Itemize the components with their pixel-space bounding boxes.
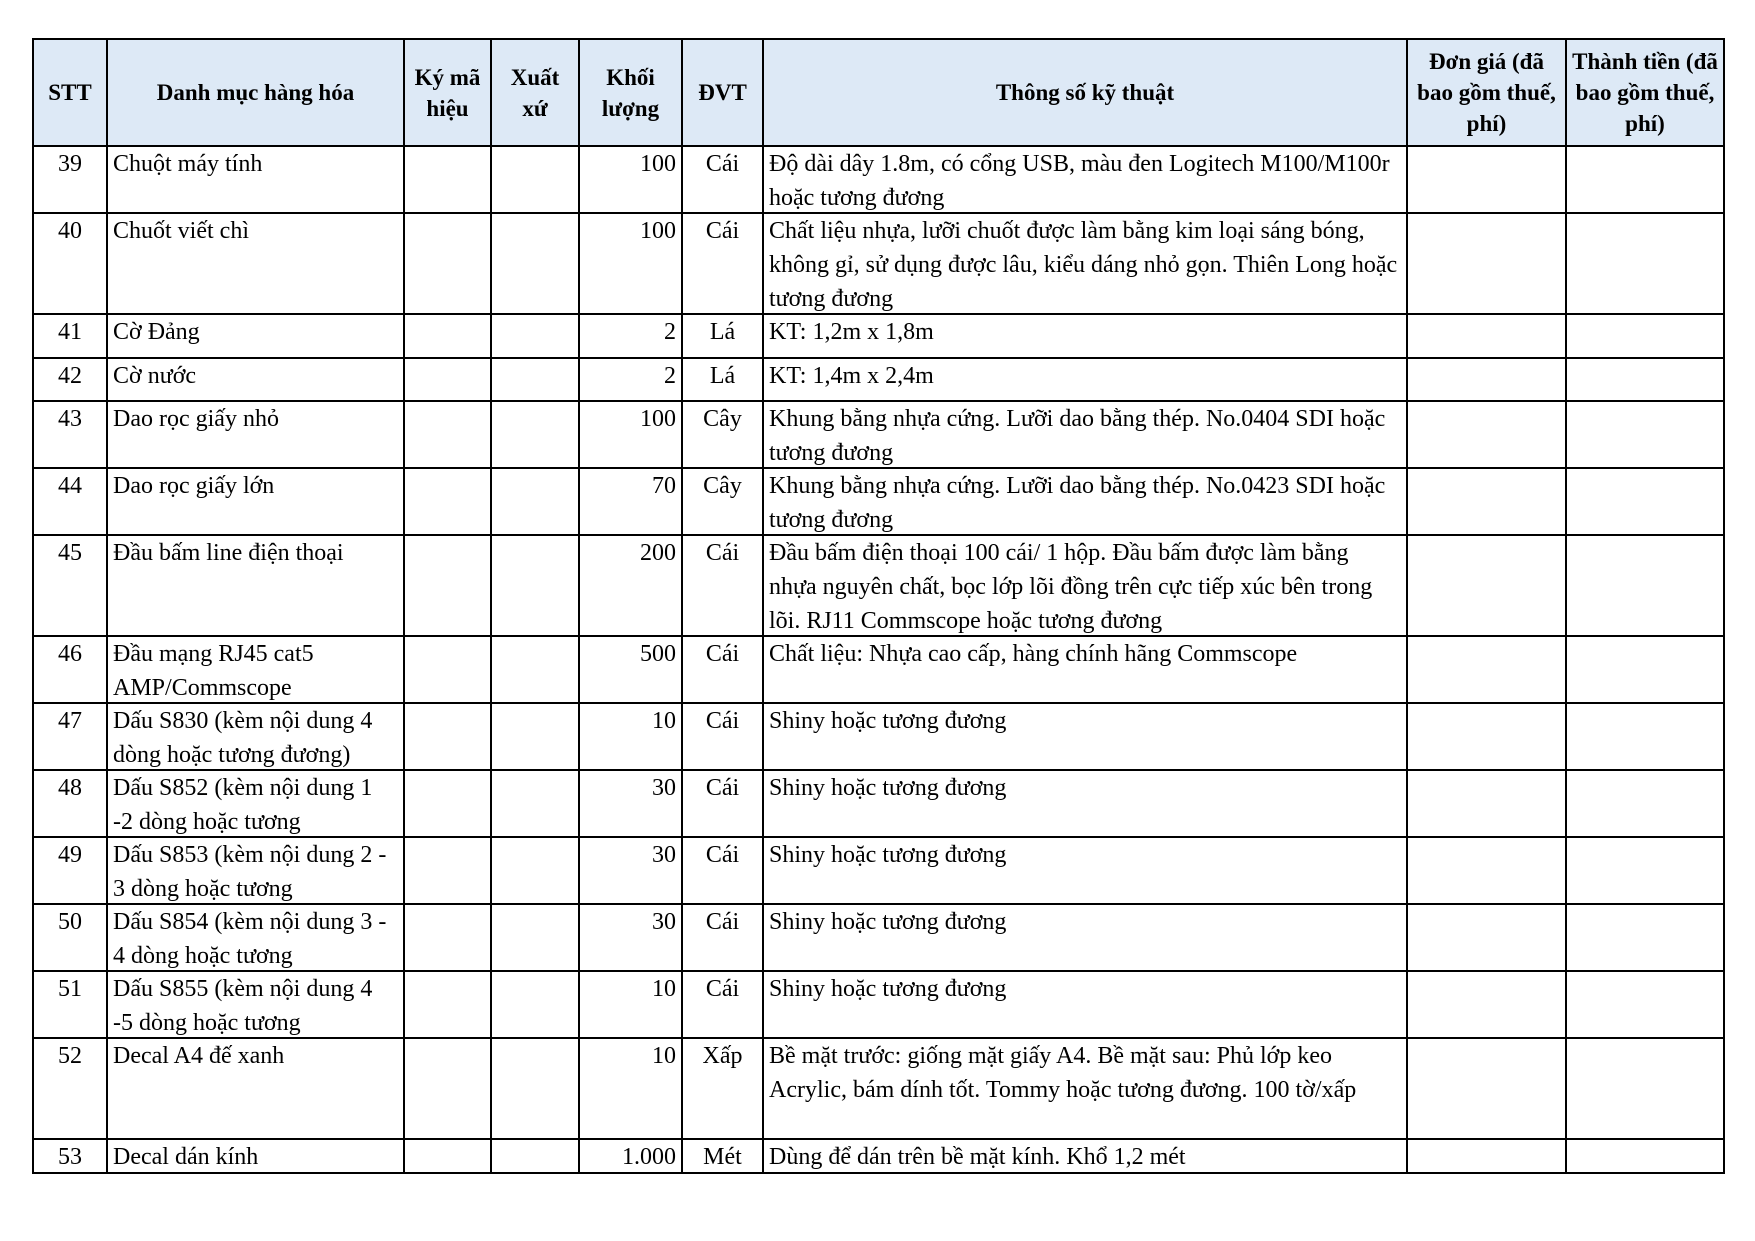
table-row xyxy=(33,1139,1724,1173)
cell-unit xyxy=(682,401,763,468)
cell-qty xyxy=(579,1038,682,1139)
cell-spec-text: KT: 1,4m x 2,4m xyxy=(769,363,934,389)
cell-unit xyxy=(682,770,763,837)
cell-total xyxy=(1566,703,1724,770)
cell-stt-text: 49 xyxy=(58,842,82,868)
cell-qty-text: 2 xyxy=(664,363,676,389)
cell-unit-price xyxy=(1407,971,1566,1038)
cell-spec-text: Độ dài dây 1.8m, có cổng USB, màu đen Logitech M100/M100r hoặc tương đương xyxy=(769,151,1390,211)
cell-spec xyxy=(763,358,1407,401)
cell-qty-text: 500 xyxy=(640,641,676,667)
table-row xyxy=(33,468,1724,535)
cell-total xyxy=(1566,314,1724,358)
goods-table xyxy=(32,38,1725,1174)
cell-spec-text: Chất liệu nhựa, lưỡi chuốt được làm bằng kim loại sáng bóng, không gỉ, sử dụng được lâu, kiểu dáng nhỏ gọn. Thiên Long hoặc tương đương xyxy=(769,218,1398,312)
cell-qty xyxy=(579,468,682,535)
cell-spec-text: Shiny hoặc tương đương xyxy=(769,775,1007,801)
cell-stt xyxy=(33,770,107,837)
cell-code xyxy=(404,971,491,1038)
cell-stt xyxy=(33,146,107,213)
cell-qty xyxy=(579,314,682,358)
cell-name xyxy=(107,971,404,1038)
cell-origin xyxy=(491,636,579,703)
cell-total xyxy=(1566,837,1724,904)
cell-stt-text: 51 xyxy=(58,976,82,1002)
cell-name xyxy=(107,358,404,401)
cell-spec xyxy=(763,837,1407,904)
header-spec: Thông số kỹ thuật xyxy=(763,39,1407,146)
cell-unit-price xyxy=(1407,904,1566,971)
cell-name xyxy=(107,213,404,314)
cell-code xyxy=(404,703,491,770)
cell-unit-text: Cây xyxy=(703,406,742,432)
cell-stt xyxy=(33,1139,107,1173)
cell-qty xyxy=(579,904,682,971)
cell-origin xyxy=(491,213,579,314)
cell-qty xyxy=(579,703,682,770)
table-row xyxy=(33,1038,1724,1139)
cell-name xyxy=(107,770,404,837)
cell-total xyxy=(1566,535,1724,636)
cell-stt-text: 50 xyxy=(58,909,82,935)
cell-stt xyxy=(33,314,107,358)
cell-unit-price xyxy=(1407,837,1566,904)
cell-unit-price xyxy=(1407,401,1566,468)
cell-spec-text: Bề mặt trước: giống mặt giấy A4. Bề mặt sau: Phủ lớp keo Acrylic, bám dính tốt. Tommy hoặc tương đương. 100 tờ/xấp xyxy=(769,1043,1357,1103)
table-row xyxy=(33,837,1724,904)
cell-qty xyxy=(579,213,682,314)
cell-qty-text: 10 xyxy=(652,1043,676,1069)
cell-origin xyxy=(491,1139,579,1173)
cell-total xyxy=(1566,146,1724,213)
cell-name xyxy=(107,468,404,535)
cell-unit-price xyxy=(1407,1139,1566,1173)
cell-total xyxy=(1566,971,1724,1038)
cell-stt-text: 39 xyxy=(58,151,82,177)
cell-qty-text: 30 xyxy=(652,909,676,935)
cell-spec xyxy=(763,535,1407,636)
header-row xyxy=(33,39,1724,146)
cell-name-text: Dấu S830 (kèm nội dung 4 dòng hoặc tương đương) xyxy=(113,708,373,768)
cell-code xyxy=(404,146,491,213)
cell-qty xyxy=(579,358,682,401)
cell-total xyxy=(1566,770,1724,837)
cell-name xyxy=(107,837,404,904)
cell-origin xyxy=(491,837,579,904)
cell-name xyxy=(107,1038,404,1139)
header-code: Ký mã hiệu xyxy=(404,39,491,146)
cell-qty-text: 200 xyxy=(640,540,676,566)
cell-unit-text: Lá xyxy=(709,363,736,389)
cell-name-text: Cờ Đảng xyxy=(113,319,200,345)
cell-stt-text: 45 xyxy=(58,540,82,566)
header-origin: Xuất xứ xyxy=(491,39,579,146)
cell-unit-price xyxy=(1407,535,1566,636)
cell-unit-text: Mét xyxy=(703,1144,742,1170)
cell-stt-text: 44 xyxy=(58,473,82,499)
cell-unit xyxy=(682,213,763,314)
cell-total xyxy=(1566,401,1724,468)
cell-unit-price xyxy=(1407,468,1566,535)
cell-unit xyxy=(682,837,763,904)
cell-name-text: Dao rọc giấy nhỏ xyxy=(113,406,279,432)
cell-code xyxy=(404,358,491,401)
cell-spec xyxy=(763,971,1407,1038)
cell-name xyxy=(107,314,404,358)
cell-stt xyxy=(33,535,107,636)
cell-name xyxy=(107,146,404,213)
cell-total xyxy=(1566,213,1724,314)
cell-unit-text: Cái xyxy=(705,708,740,734)
cell-spec-text: Shiny hoặc tương đương xyxy=(769,708,1007,734)
cell-stt xyxy=(33,904,107,971)
cell-unit-text: Cái xyxy=(705,540,740,566)
cell-name-text: Dấu S854 (kèm nội dung 3 - 4 dòng hoặc tương xyxy=(113,909,387,969)
cell-origin xyxy=(491,401,579,468)
cell-spec-text: Khung bằng nhựa cứng. Lưỡi dao bằng thép. No.0404 SDI hoặc tương đương xyxy=(769,406,1386,466)
cell-unit-price xyxy=(1407,1038,1566,1139)
cell-code xyxy=(404,468,491,535)
cell-name-text: Cờ nước xyxy=(113,363,197,389)
cell-total xyxy=(1566,1038,1724,1139)
cell-spec-text: Khung bằng nhựa cứng. Lưỡi dao bằng thép. No.0423 SDI hoặc tương đương xyxy=(769,473,1386,533)
cell-unit-text: Cái xyxy=(705,842,740,868)
cell-spec xyxy=(763,636,1407,703)
cell-origin xyxy=(491,971,579,1038)
cell-spec-text: Shiny hoặc tương đương xyxy=(769,842,1007,868)
cell-qty-text: 10 xyxy=(652,976,676,1002)
cell-name xyxy=(107,904,404,971)
cell-name-text: Dấu S852 (kèm nội dung 1 -2 dòng hoặc tương xyxy=(113,775,373,835)
cell-unit-price xyxy=(1407,770,1566,837)
cell-unit-price xyxy=(1407,358,1566,401)
cell-code xyxy=(404,1038,491,1139)
cell-code xyxy=(404,314,491,358)
cell-spec-text: Shiny hoặc tương đương xyxy=(769,976,1007,1002)
cell-unit xyxy=(682,146,763,213)
cell-spec xyxy=(763,401,1407,468)
cell-name xyxy=(107,703,404,770)
cell-stt-text: 41 xyxy=(58,319,82,345)
cell-spec xyxy=(763,770,1407,837)
cell-unit xyxy=(682,468,763,535)
table-row xyxy=(33,314,1724,358)
cell-qty xyxy=(579,146,682,213)
cell-total xyxy=(1566,636,1724,703)
cell-name-text: Chuốt viết chì xyxy=(113,218,249,244)
cell-spec-text: Đầu bấm điện thoại 100 cái/ 1 hộp. Đầu bấm được làm bằng nhựa nguyên chất, bọc lớp lõi đồng trên cực tiếp xúc bên trong lõi. RJ11 Commscope hoặc tương đương xyxy=(769,540,1373,634)
cell-qty-text: 100 xyxy=(640,406,676,432)
cell-stt-text: 53 xyxy=(58,1144,82,1170)
cell-name-text: Dấu S855 (kèm nội dung 4 -5 dòng hoặc tương xyxy=(113,976,373,1036)
cell-unit-text: Cái xyxy=(705,641,740,667)
cell-stt-text: 52 xyxy=(58,1043,82,1069)
cell-unit-price xyxy=(1407,314,1566,358)
header-stt: STT xyxy=(33,39,107,146)
cell-qty xyxy=(579,636,682,703)
cell-qty xyxy=(579,770,682,837)
cell-unit-text: Cái xyxy=(705,976,740,1002)
cell-name-text: Decal dán kính xyxy=(113,1144,259,1170)
cell-qty-text: 10 xyxy=(652,708,676,734)
cell-name-text: Đầu mạng RJ45 cat5 AMP/Commscope xyxy=(113,641,314,701)
cell-spec xyxy=(763,468,1407,535)
cell-qty-text: 2 xyxy=(664,319,676,345)
cell-code xyxy=(404,535,491,636)
cell-unit xyxy=(682,703,763,770)
cell-unit-text: Cái xyxy=(705,151,740,177)
cell-total xyxy=(1566,1139,1724,1173)
cell-stt-text: 42 xyxy=(58,363,82,389)
cell-spec xyxy=(763,213,1407,314)
cell-stt xyxy=(33,358,107,401)
header-total: Thành tiền (đã bao gồm thuế, phí) xyxy=(1566,39,1724,146)
cell-name-text: Chuột máy tính xyxy=(113,151,263,177)
cell-stt xyxy=(33,971,107,1038)
cell-unit-text: Cây xyxy=(703,473,742,499)
table-row xyxy=(33,770,1724,837)
cell-stt xyxy=(33,468,107,535)
cell-name xyxy=(107,1139,404,1173)
header-unit: ĐVT xyxy=(682,39,763,146)
table-row xyxy=(33,401,1724,468)
cell-name-text: Đầu bấm line điện thoại xyxy=(113,540,344,566)
cell-origin xyxy=(491,904,579,971)
cell-spec xyxy=(763,703,1407,770)
cell-qty-text: 100 xyxy=(640,218,676,244)
table-row xyxy=(33,358,1724,401)
cell-spec-text: Shiny hoặc tương đương xyxy=(769,909,1007,935)
cell-unit xyxy=(682,904,763,971)
cell-unit-text: Cái xyxy=(705,218,740,244)
cell-stt-text: 46 xyxy=(58,641,82,667)
table-row xyxy=(33,703,1724,770)
table-row xyxy=(33,146,1724,213)
cell-spec xyxy=(763,904,1407,971)
cell-origin xyxy=(491,703,579,770)
cell-origin xyxy=(491,1038,579,1139)
cell-stt xyxy=(33,837,107,904)
cell-qty-text: 70 xyxy=(652,473,676,499)
cell-name xyxy=(107,401,404,468)
cell-unit xyxy=(682,971,763,1038)
cell-spec xyxy=(763,1139,1407,1173)
cell-qty-text: 1.000 xyxy=(622,1144,676,1170)
cell-unit xyxy=(682,358,763,401)
cell-spec-text: KT: 1,2m x 1,8m xyxy=(769,319,934,345)
cell-qty xyxy=(579,535,682,636)
cell-code xyxy=(404,1139,491,1173)
cell-unit-text: Lá xyxy=(709,319,736,345)
cell-stt xyxy=(33,636,107,703)
header-qty: Khối lượng xyxy=(579,39,682,146)
cell-unit-text: Cái xyxy=(705,775,740,801)
cell-stt-text: 43 xyxy=(58,406,82,432)
cell-name-text: Decal A4 đế xanh xyxy=(113,1043,285,1069)
cell-origin xyxy=(491,468,579,535)
cell-stt-text: 48 xyxy=(58,775,82,801)
table-row xyxy=(33,971,1724,1038)
cell-total xyxy=(1566,358,1724,401)
cell-origin xyxy=(491,770,579,837)
cell-qty-text: 100 xyxy=(640,151,676,177)
cell-origin xyxy=(491,358,579,401)
cell-unit xyxy=(682,1139,763,1173)
cell-qty xyxy=(579,971,682,1038)
cell-unit-price xyxy=(1407,213,1566,314)
cell-unit-price xyxy=(1407,636,1566,703)
cell-total xyxy=(1566,904,1724,971)
cell-stt xyxy=(33,1038,107,1139)
table-row xyxy=(33,213,1724,314)
cell-stt-text: 40 xyxy=(58,218,82,244)
table-row xyxy=(33,535,1724,636)
table-body xyxy=(33,146,1724,1173)
cell-origin xyxy=(491,314,579,358)
cell-name xyxy=(107,535,404,636)
cell-name-text: Dao rọc giấy lớn xyxy=(113,473,275,499)
cell-name xyxy=(107,636,404,703)
cell-qty-text: 30 xyxy=(652,842,676,868)
cell-spec xyxy=(763,314,1407,358)
cell-spec xyxy=(763,146,1407,213)
cell-unit-price xyxy=(1407,703,1566,770)
table-row xyxy=(33,904,1724,971)
table-row xyxy=(33,636,1724,703)
cell-code xyxy=(404,213,491,314)
header-unit-price: Đơn giá (đã bao gồm thuế, phí) xyxy=(1407,39,1566,146)
cell-unit xyxy=(682,636,763,703)
cell-origin xyxy=(491,535,579,636)
cell-stt-text: 47 xyxy=(58,708,82,734)
cell-unit xyxy=(682,535,763,636)
cell-stt xyxy=(33,401,107,468)
header-name: Danh mục hàng hóa xyxy=(107,39,404,146)
cell-code xyxy=(404,636,491,703)
cell-name-text: Dấu S853 (kèm nội dung 2 - 3 dòng hoặc tương xyxy=(113,842,387,902)
cell-qty xyxy=(579,1139,682,1173)
cell-total xyxy=(1566,468,1724,535)
cell-code xyxy=(404,904,491,971)
cell-stt xyxy=(33,703,107,770)
cell-origin xyxy=(491,146,579,213)
cell-unit-text: Xấp xyxy=(702,1043,743,1069)
cell-qty xyxy=(579,837,682,904)
cell-unit-text: Cái xyxy=(705,909,740,935)
cell-spec-text: Chất liệu: Nhựa cao cấp, hàng chính hãng Commscope xyxy=(769,641,1298,667)
cell-spec-text: Dùng để dán trên bề mặt kính. Khổ 1,2 mét xyxy=(769,1144,1186,1170)
cell-unit xyxy=(682,314,763,358)
cell-stt xyxy=(33,213,107,314)
cell-code xyxy=(404,401,491,468)
cell-qty-text: 30 xyxy=(652,775,676,801)
cell-spec xyxy=(763,1038,1407,1139)
cell-unit-price xyxy=(1407,146,1566,213)
cell-unit xyxy=(682,1038,763,1139)
cell-qty xyxy=(579,401,682,468)
cell-code xyxy=(404,837,491,904)
cell-code xyxy=(404,770,491,837)
